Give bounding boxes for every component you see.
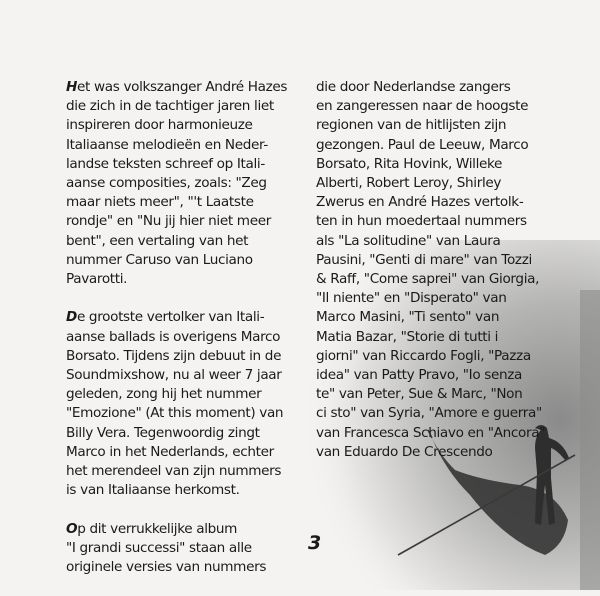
paragraph-borsato: De grootste vertolker van Itali- aanse ballads is overigens Marco Borsato. Tijdens zijn debuut in de Soundmixshow, nu al weer 7 jaar geleden, zong hij het nummer "Emozione" (At this moment) van Billy Vera. Tegenwoordig zingt Marco in het Nederlands, echter het merendeel van zijn nummers is van Italiaanse herkomst. xyxy=(66,309,284,499)
left-column xyxy=(66,78,287,596)
initial-letter: H xyxy=(66,79,78,95)
paragraph-album: Op dit verrukkelijke album "I grandi successi" staan alle originele versies van nummers xyxy=(66,520,267,576)
initial-letter: D xyxy=(66,309,77,326)
page-number: 3 xyxy=(308,532,322,554)
right-column: die door Nederlandse zangers en zangeressen naar de hoogste regionen van de hitlijsten zijn gezongen. Paul de Leeuw, Marco Borsato, Rita Hovink, Willeke Alberti, Robert Leroy, Shirley Zwerus en André Hazes vertolk- ten in hun moedertaal nummers als "La solitudine" van Laura Pausini, "Genti di mare" van Tozzi & Raff, "Come saprei" van Giorgia, "Il niente" en "Disperato" van Marco Masini, "Ti sento" van Matia Bazar, "Storie di tutti i giorni" van Riccardo Fogli, "Pazza idea" van Patty Pravo, "Io senza te" van Peter, Sue & Marc, "Non ci sto" van Syria, "Amore e guerra" van Francesca Schiavo en "Ancora" van Eduardo De Crescendo xyxy=(316,79,546,460)
paragraph-intro: Het was volkszanger André Hazes die zich in de tachtiger jaren liet inspireren door harmonieuze Italiaanse melodieën en Neder- landse teksten schreef op Itali- aanse composities, zoals: "Zeg maar niets meer", "'t Laatste rondje" en "Nu jij hier niet meer bent", een vertaling van het nummer Caruso van Luciano Pavarotti. xyxy=(66,79,288,288)
initial-letter: O xyxy=(66,520,78,537)
